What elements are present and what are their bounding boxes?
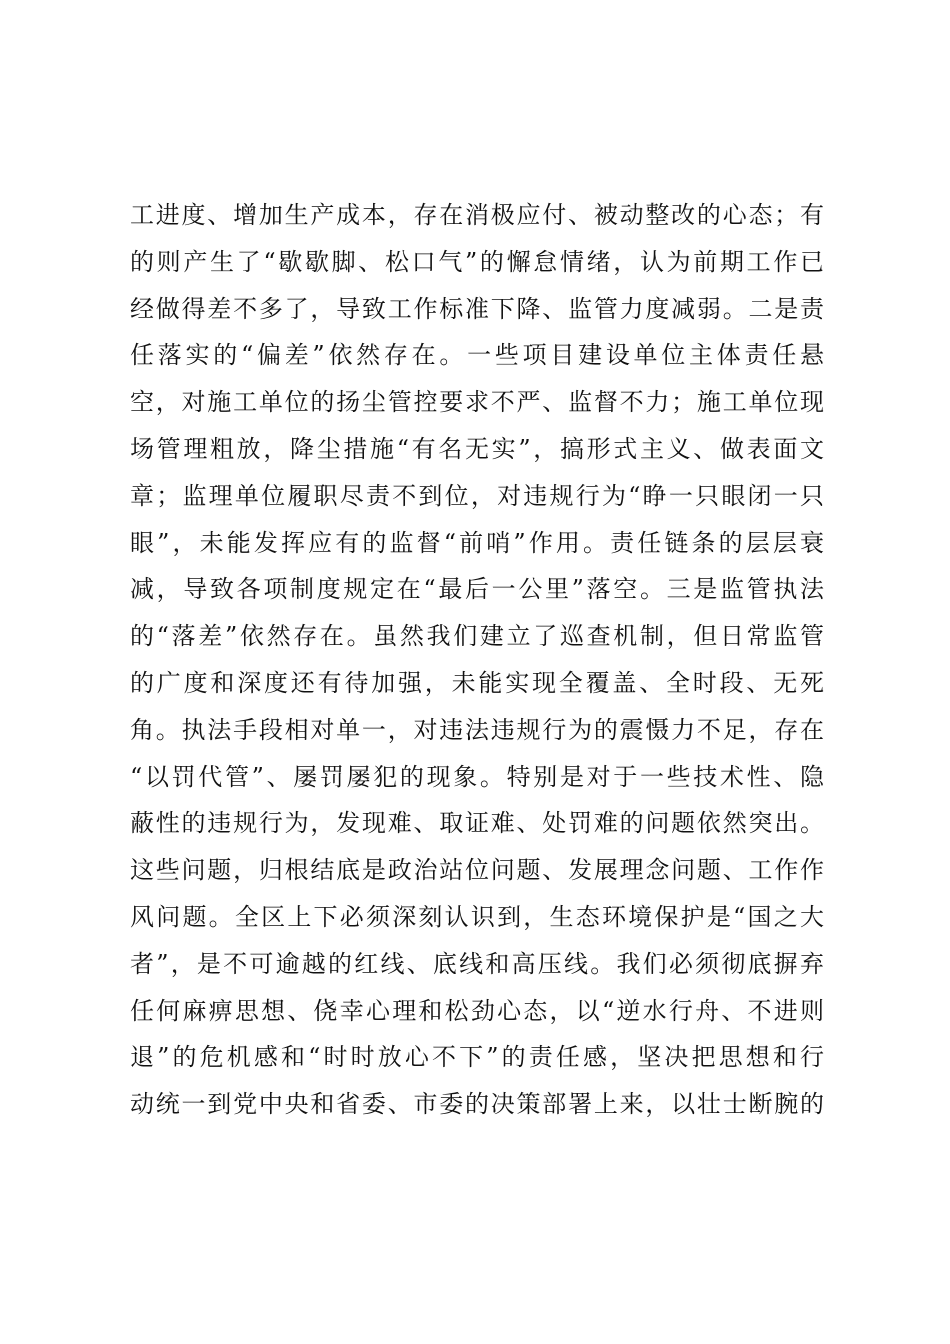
text-line: 者”，是不可逾越的红线、底线和高压线。我们必须彻底摒弃 (130, 949, 824, 978)
text-line: 场管理粗放，降尘措施“有名无实”，搞形式主义、做表面文 (130, 434, 824, 463)
text-line: 角。执法手段相对单一，对违法违规行为的震慑力不足，存在 (130, 715, 824, 744)
text-line: 工进度、增加生产成本，存在消极应付、被动整改的心态；有 (130, 201, 824, 229)
text-line: 减，导致各项制度规定在“最后一公里”落空。三是监管执法 (130, 575, 824, 604)
text-line: 风问题。全区上下必须深刻认识到，生态环境保护是“国之大 (130, 902, 824, 931)
text-line: 退”的危机感和“时时放心不下”的责任感，坚决把思想和行 (130, 1043, 824, 1072)
text-line: 的广度和深度还有待加强，未能实现全覆盖、全时段、无死 (130, 668, 824, 697)
body-paragraph (130, 192, 824, 1128)
text-line: 眼”，未能发挥应有的监督“前哨”作用。责任链条的层层衰 (130, 528, 824, 557)
text-line: 蔽性的违规行为，发现难、取证难、处罚难的问题依然突出。 (130, 809, 824, 838)
text-line: 的“落差”依然存在。虽然我们建立了巡查机制，但日常监管 (130, 622, 824, 651)
text-line: 章；监理单位履职尽责不到位，对违规行为“睁一只眼闭一只 (130, 481, 824, 510)
text-line: 空，对施工单位的扬尘管控要求不严、监督不力；施工单位现 (130, 388, 824, 417)
text-line: 经做得差不多了，导致工作标准下降、监管力度减弱。二是责 (130, 294, 824, 323)
text-line: 任何麻痹思想、侥幸心理和松劲心态，以“逆水行舟、不进则 (130, 996, 824, 1025)
text-line: 动统一到党中央和省委、市委的决策部署上来，以壮士断腕的 (130, 1090, 824, 1119)
text-line: 的则产生了“歇歇脚、松口气”的懈怠情绪，认为前期工作已 (130, 247, 824, 276)
text-line: “以罚代管”、屡罚屡犯的现象。特别是对于一些技术性、隐 (130, 762, 824, 791)
text-line: 这些问题，归根结底是政治站位问题、发展理念问题、工作作 (130, 856, 824, 885)
text-line: 任落实的“偏差”依然存在。一些项目建设单位主体责任悬 (130, 341, 824, 370)
